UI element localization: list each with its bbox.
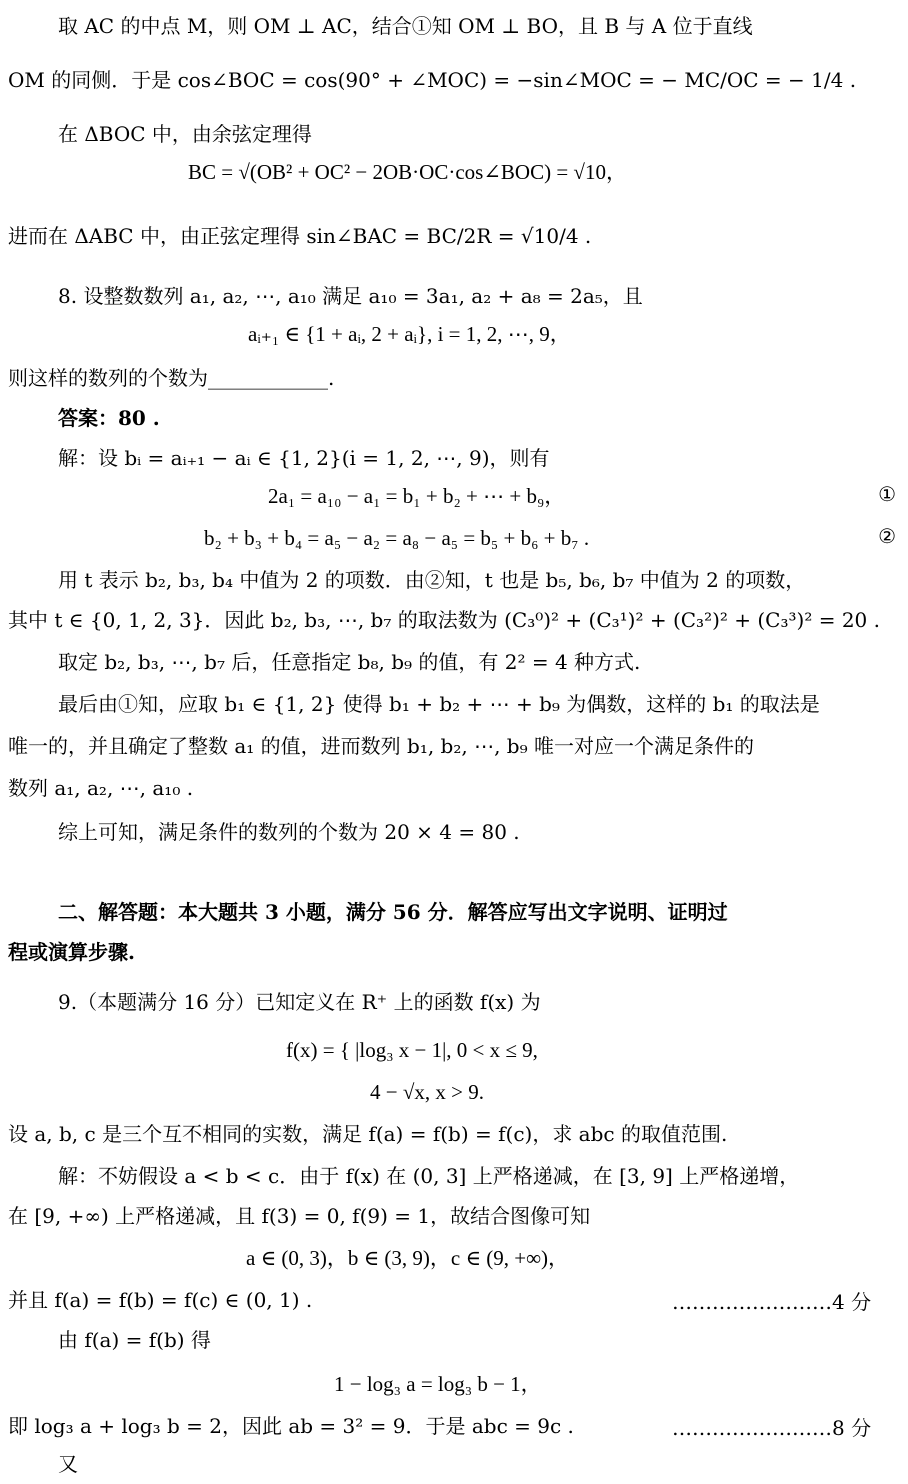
text-line: 用 t 表示 b₂, b₃, b₄ 中值为 2 的项数．由②知，t 也是 b₅, b₆, b₇ 中值为 2 的项数， bbox=[58, 568, 806, 592]
text-line: 即 log₃ a + log₃ b = 2，因此 ab = 3² = 9．于是 abc = 9c . bbox=[8, 1414, 574, 1438]
equation-line: b₂ + b₃ + b₄ = a₅ − a₂ = a₈ − a₅ = b₅ + b₆ + b₇ . bbox=[204, 526, 590, 550]
text-line: 唯一的，并且确定了整数 a₁ 的值，进而数列 b₁, b₂, ⋯, b₉ 唯一对应一个满足条件的 bbox=[8, 734, 754, 758]
section-heading: 程或演算步骤. bbox=[8, 940, 135, 964]
text-line: 取 AC 的中点 M，则 OM ⊥ AC，结合①知 OM ⊥ BO，且 B 与 A 位于直线 bbox=[58, 14, 753, 38]
text-line: 其中 t ∈ {0, 1, 2, 3}．因此 b₂, b₃, ⋯, b₇ 的取法数为 (C₃⁰)² + (C₃¹)² + (C₃²)² + (C₃³)² = 20 . bbox=[8, 608, 880, 632]
section-heading: 二、解答题：本大题共 3 小题，满分 56 分．解答应写出文字说明、证明过 bbox=[58, 900, 728, 924]
text-line: 综上可知，满足条件的数列的个数为 20 × 4 = 80 . bbox=[58, 820, 520, 844]
text-line: 取定 b₂, b₃, ⋯, b₇ 后，任意指定 b₈, b₉ 的值，有 2² = 4 种方式. bbox=[58, 650, 641, 674]
answer-line: 答案：80 . bbox=[58, 406, 160, 430]
text-line: 进而在 ΔABC 中，由正弦定理得 sin∠BAC = BC/2R = √10/4 . bbox=[8, 224, 592, 248]
equation-tag: ① bbox=[878, 482, 896, 506]
text-line: OM 的同侧．于是 cos∠BOC = cos(90° + ∠MOC) = −sin∠MOC = − MC/OC = − 1/4 . bbox=[8, 68, 857, 92]
equation-line: a ∈ (0, 3)，b ∈ (3, 9)，c ∈ (9, +∞)， bbox=[246, 1246, 570, 1270]
equation-line: aᵢ₊₁ ∈ {1 + aᵢ, 2 + aᵢ}, i = 1, 2, ⋯, 9， bbox=[248, 322, 571, 346]
problem-8-statement: 8. 设整数数列 a₁, a₂, ⋯, a₁₀ 满足 a₁₀ = 3a₁, a₂ + a₈ = 2a₅，且 bbox=[58, 284, 643, 308]
text-line: 最后由①知，应取 b₁ ∈ {1, 2} 使得 b₁ + b₂ + ⋯ + b₉ 为偶数，这样的 b₁ 的取法是 bbox=[58, 692, 820, 716]
text-line: 又 bbox=[58, 1452, 78, 1476]
text-line: 由 f(a) = f(b) 得 bbox=[58, 1328, 211, 1352]
score-marker: ……………………8 分 bbox=[672, 1416, 872, 1440]
text-line: 数列 a₁, a₂, ⋯, a₁₀ . bbox=[8, 776, 194, 800]
piecewise-line: 4 − √x, x > 9. bbox=[370, 1080, 484, 1104]
piecewise-line: f(x) = { |log₃ x − 1|, 0 < x ≤ 9, bbox=[286, 1038, 538, 1062]
solution-line: 解：设 bᵢ = aᵢ₊₁ − aᵢ ∈ {1, 2}(i = 1, 2, ⋯, 9)，则有 bbox=[58, 446, 550, 470]
score-marker: ……………………4 分 bbox=[672, 1290, 872, 1314]
equation-line: BC = √(OB² + OC² − 2OB·OC·cos∠BOC) = √10， bbox=[188, 160, 627, 184]
equation-tag: ② bbox=[878, 524, 896, 548]
problem-9-statement: 9.（本题满分 16 分）已知定义在 R⁺ 上的函数 f(x) 为 bbox=[58, 990, 541, 1014]
text-line: 在 ΔBOC 中，由余弦定理得 bbox=[58, 122, 312, 146]
text-line: 并且 f(a) = f(b) = f(c) ∈ (0, 1) . bbox=[8, 1288, 313, 1312]
equation-line: 1 − log₃ a = log₃ b − 1， bbox=[334, 1372, 542, 1396]
equation-line: 2a₁ = a₁₀ − a₁ = b₁ + b₂ + ⋯ + b₉， bbox=[268, 484, 566, 508]
solution-line: 解：不妨假设 a < b < c．由于 f(x) 在 (0, 3] 上严格递减，在 [3, 9] 上严格递增， bbox=[58, 1164, 800, 1188]
text-line: 在 [9, +∞) 上严格递减，且 f(3) = 0, f(9) = 1，故结合图像可知 bbox=[8, 1204, 591, 1228]
text-line: 设 a, b, c 是三个互不相同的实数，满足 f(a) = f(b) = f(c)，求 abc 的取值范围. bbox=[8, 1122, 728, 1146]
text-line: 则这样的数列的个数为____________. bbox=[8, 366, 335, 390]
